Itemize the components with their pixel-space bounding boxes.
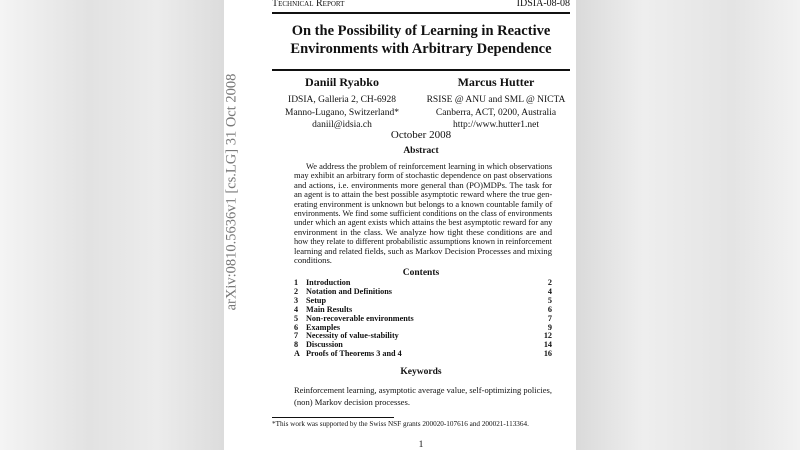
toc-num: 4: [294, 304, 299, 314]
keywords-heading: Keywords: [400, 367, 442, 377]
header-right: IDSIA-08-08: [516, 0, 570, 9]
blurred-background-right: [576, 0, 800, 450]
aff-line: RSISE @ ANU and SML @ NICTA: [426, 95, 566, 105]
abstract-line: and actions, i.e. environments more general than (PO)MDPs. The task for: [294, 179, 552, 190]
abstract-line: under which an agent exists which attains the best asymptotic reward for any: [294, 217, 553, 228]
author-name: Marcus Hutter: [457, 75, 535, 89]
toc-page: 7: [547, 313, 552, 323]
abstract-line: We address the problem of reinforcement learning in which observations: [306, 161, 553, 171]
toc-entry[interactable]: [294, 315, 552, 324]
toc-page: 16: [543, 349, 552, 359]
toc-title: Examples: [306, 322, 341, 332]
toc-page: 12: [543, 331, 552, 341]
author-email: daniil@idsia.ch: [312, 120, 372, 130]
toc-page: 2: [547, 278, 552, 287]
toc-title: Non-recoverable environments: [306, 313, 414, 323]
toc-page: 5: [547, 295, 552, 305]
toc-title: Introduction: [306, 278, 351, 287]
abstract-line: environments. We find some sufficient conditions on the class of environments: [294, 208, 553, 218]
toc-entry[interactable]: [294, 350, 552, 359]
blurred-background-left: [0, 0, 224, 450]
toc-num: 8: [294, 340, 299, 350]
author-name: Daniil Ryabko: [305, 75, 379, 89]
abstract-line: may exhibit an arbitrary form of stochastic dependence on past observations: [294, 170, 553, 181]
contents-heading: Contents: [402, 268, 440, 278]
toc-title: Proofs of Theorems 3 and 4: [306, 349, 402, 359]
toc-num: 6: [294, 322, 299, 332]
toc-num: 2: [294, 286, 299, 296]
author-affiliation: [268, 94, 416, 132]
aff-line: Canberra, ACT, 0200, Australia: [435, 107, 557, 118]
abstract-line: environment in the class. We analyze how tight these conditions are and: [294, 226, 552, 237]
toc-num: A: [294, 349, 300, 359]
abstract-line: learning and related fields, such as Markov Decision Processes and mixing: [294, 245, 552, 256]
toc-page: 4: [547, 286, 552, 296]
header-left: Technical Report: [272, 0, 345, 9]
keywords-line: (non) Markov decision processes.: [294, 397, 410, 407]
toc-entry[interactable]: [294, 288, 552, 297]
toc-entry[interactable]: [294, 306, 552, 315]
abstract-line: conditions.: [294, 255, 332, 265]
page-number: 1: [418, 440, 424, 450]
abstract-line: how they relate to different probabilistic assumptions known in reinforcement: [294, 236, 552, 247]
toc-num: 7: [294, 331, 299, 341]
toc-page: 9: [547, 322, 552, 332]
arxiv-stamp: arXiv:0810.5636v1 [cs.LG] 31 Oct 2008: [223, 73, 240, 311]
keywords-line: Reinforcement learning, asymptotic average value, self-optimizing policies,: [294, 385, 552, 395]
paper-date: October 2008: [390, 129, 452, 141]
toc-num: 5: [294, 313, 299, 323]
toc-title: Notation and Definitions: [306, 286, 392, 296]
toc-page: 6: [547, 304, 552, 314]
abstract-line: an agent is to attain the best possible asymptotic reward where the true gen-: [294, 189, 553, 200]
author-affiliation: [422, 94, 570, 132]
toc-page: 14: [543, 340, 552, 350]
paper-page: [224, 0, 576, 450]
title-line: Environments with Arbitrary Dependence: [290, 41, 552, 57]
footnote-rule: [272, 417, 394, 418]
abstract-heading: Abstract: [403, 146, 439, 156]
toc-title: Discussion: [306, 340, 343, 350]
toc-title: Main Results: [306, 304, 353, 314]
toc-num: 1: [294, 278, 299, 287]
footnote: *This work was supported by the Swiss NSF grants 200020-107616 and 200021-113364.: [272, 420, 529, 428]
toc-title: Necessity of value-stability: [306, 331, 399, 341]
aff-line: IDSIA, Galleria 2, CH-6928: [288, 95, 396, 105]
paper-title: [272, 22, 570, 58]
aff-line: Manno-Lugano, Switzerland*: [285, 107, 399, 118]
abstract-line: erating environment is unknown but belongs to a known countable family of: [294, 198, 553, 209]
title-line: On the Possibility of Learning in Reactive: [291, 23, 551, 39]
author-url: http://www.hutter1.net: [453, 120, 539, 130]
toc-num: 3: [294, 295, 299, 305]
toc-title: Setup: [306, 295, 327, 305]
running-header: [272, 0, 570, 9]
header-rule: [272, 12, 570, 14]
title-rule: [272, 69, 570, 71]
